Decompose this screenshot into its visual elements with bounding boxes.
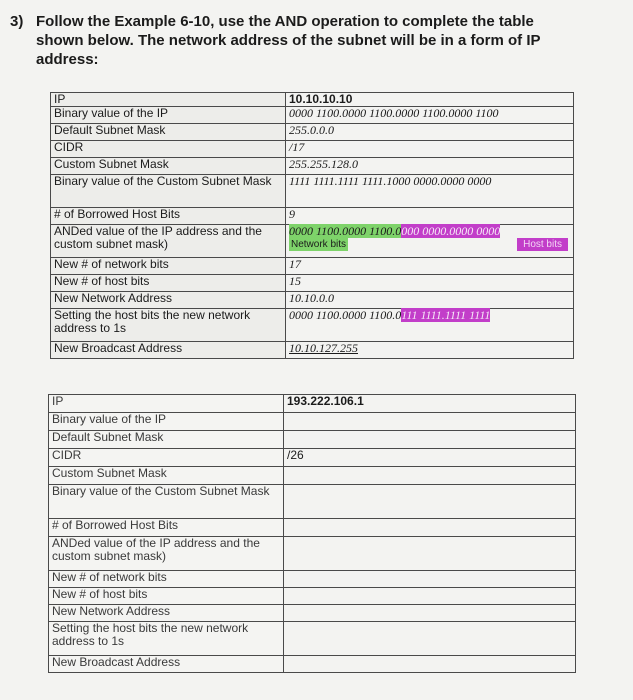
example-table (50, 92, 574, 359)
value-cidr: /26 (284, 449, 576, 467)
value-new-network-address[interactable] (284, 605, 576, 622)
value-ip: 10.10.10.10 (286, 93, 574, 107)
label-binary-custom-mask: Binary value of the Custom Subnet Mask (49, 485, 284, 519)
table-row (51, 258, 574, 275)
table-row (51, 141, 574, 158)
table-row (51, 208, 574, 225)
question-number: 3) (10, 13, 24, 30)
table-row (49, 588, 576, 605)
value-custom-mask: 255.255.128.0 (286, 158, 574, 175)
value-new-network-address: 10.10.0.0 (286, 292, 574, 309)
value-ip: 193.222.106.1 (284, 395, 576, 413)
table-row (51, 275, 574, 292)
label-new-network-bits: New # of network bits (49, 571, 284, 588)
table-row (49, 413, 576, 431)
value-anded[interactable] (284, 537, 576, 571)
table-row (49, 485, 576, 519)
value-new-host-bits: 15 (286, 275, 574, 292)
value-host-bits-ones (286, 309, 574, 342)
label-new-host-bits: New # of host bits (49, 588, 284, 605)
question-text (10, 12, 610, 69)
network-bits-label: Network bits (291, 239, 347, 250)
host-ones-network-part: 0000 1100.0000 1100.0 (289, 308, 402, 322)
table-row (51, 225, 574, 258)
value-binary-custom-mask: 1111 1111.1111 1111.1000 0000.0000 0000 (286, 175, 574, 208)
question-line-2: shown below. The network address of the subnet will be in a form of IP (36, 32, 541, 49)
table-row (49, 467, 576, 485)
table-row (49, 656, 576, 673)
table-row (51, 107, 574, 124)
label-broadcast: New Broadcast Address (49, 656, 284, 673)
value-borrowed-bits: 9 (286, 208, 574, 225)
table-row (49, 622, 576, 656)
label-binary-custom-mask: Binary value of the Custom Subnet Mask (51, 175, 286, 208)
label-ip: IP (49, 395, 284, 413)
table-row (51, 309, 574, 342)
label-new-host-bits: New # of host bits (51, 275, 286, 292)
label-anded-value: ANDed value of the IP address and the custom subnet mask) (49, 537, 284, 571)
label-new-network-address: New Network Address (51, 292, 286, 309)
host-ones-host-part: 111 1111.1111 1111 (401, 308, 491, 322)
value-binary-ip: 0000 1100.0000 1100.0000 1100.0000 1100 (286, 107, 574, 124)
label-binary-ip: Binary value of the IP (49, 413, 284, 431)
value-borrowed-bits[interactable] (284, 519, 576, 537)
value-new-network-bits[interactable] (284, 571, 576, 588)
value-new-network-bits: 17 (286, 258, 574, 275)
value-binary-ip[interactable] (284, 413, 576, 431)
table-row (51, 292, 574, 309)
table-row (49, 605, 576, 622)
label-cidr: CIDR (49, 449, 284, 467)
label-new-network-address: New Network Address (49, 605, 284, 622)
table-row (51, 93, 574, 107)
anded-host-part: 000 0000.0000 0000 (401, 224, 501, 238)
table-row (51, 158, 574, 175)
table-row (49, 449, 576, 467)
label-ip: IP (51, 93, 286, 107)
label-new-network-bits: New # of network bits (51, 258, 286, 275)
exercise-table (48, 394, 576, 673)
value-default-mask: 255.0.0.0 (286, 124, 574, 141)
anded-network-part: 0000 1100.0000 1100.0 (289, 224, 402, 238)
table-row (49, 519, 576, 537)
value-host-bits-ones[interactable] (284, 622, 576, 656)
value-custom-mask[interactable] (284, 467, 576, 485)
label-host-bits-ones: Setting the host bits the new network address to 1s (49, 622, 284, 656)
table-row (51, 175, 574, 208)
table-row (49, 395, 576, 413)
bits-legend (289, 238, 570, 251)
label-cidr: CIDR (51, 141, 286, 158)
label-borrowed-bits: # of Borrowed Host Bits (49, 519, 284, 537)
table-row (51, 342, 574, 359)
question-line-3: address: (36, 51, 99, 68)
anded-binary (289, 225, 570, 238)
label-custom-mask: Custom Subnet Mask (49, 467, 284, 485)
label-default-mask: Default Subnet Mask (49, 431, 284, 449)
table-row (49, 571, 576, 588)
table-row (51, 124, 574, 141)
value-new-host-bits[interactable] (284, 588, 576, 605)
value-broadcast[interactable] (284, 656, 576, 673)
value-binary-custom-mask[interactable] (284, 485, 576, 519)
question-line-1: 3) Follow the Example 6-10, use the AND operation to complete the table (10, 13, 534, 30)
value-broadcast: 10.10.127.255 (286, 342, 574, 359)
table-row (49, 431, 576, 449)
label-borrowed-bits: # of Borrowed Host Bits (51, 208, 286, 225)
label-binary-ip: Binary value of the IP (51, 107, 286, 124)
label-host-bits-ones: Setting the host bits the new network address to 1s (51, 309, 286, 342)
table-row (49, 537, 576, 571)
label-anded-value: ANDed value of the IP address and the custom subnet mask) (51, 225, 286, 258)
value-cidr: /17 (286, 141, 574, 158)
label-default-mask: Default Subnet Mask (51, 124, 286, 141)
host-bits-label: Host bits (517, 238, 568, 251)
value-anded (286, 225, 574, 258)
label-custom-mask: Custom Subnet Mask (51, 158, 286, 175)
label-broadcast: New Broadcast Address (51, 342, 286, 359)
value-default-mask[interactable] (284, 431, 576, 449)
